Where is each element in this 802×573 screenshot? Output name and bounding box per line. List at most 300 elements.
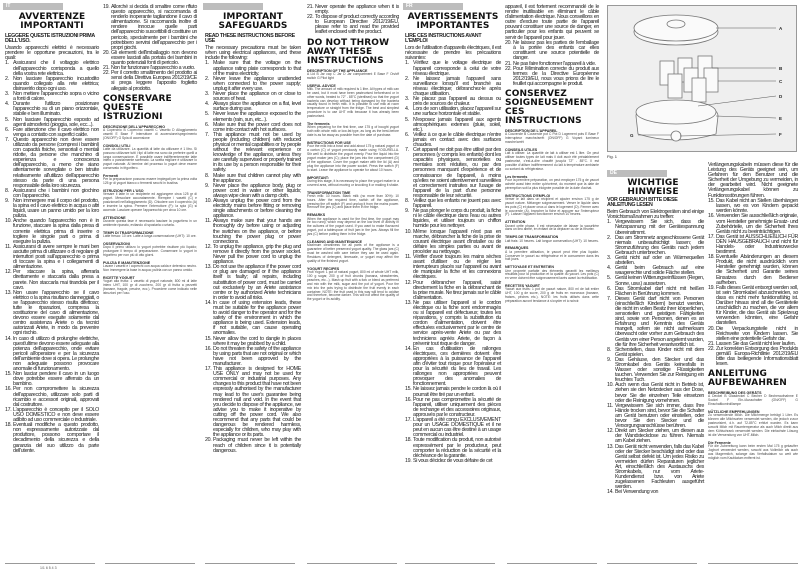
list-item <box>205 367 301 438</box>
item-number: 15. <box>405 386 412 393</box>
label-C: C <box>779 79 783 84</box>
item-number: 1. <box>205 60 209 67</box>
paragraph: Beim Gebrauch von Elektrogeräten sind einige Vorsichtsmaßnahmen zu treffen: <box>607 208 704 220</box>
item-number: 18. <box>405 437 412 444</box>
item-number: 12. <box>607 428 614 435</box>
small-text: Lait à utiliser. La quantité de lait à utiliser est 1 litre. On peut utiliser toutes types de lait mais il doit avoir été préalablement pasteurisé, c'est-à-dire chauffé jusqu'à 72° - 85°C. Il est possible d'utiliser indifféremment du lait à température ambiante ou sortant du réfrigérateur. <box>505 151 599 171</box>
item-text: Fare attenzione che il cavo elettrico non venga a contatto con superfici calde. <box>13 126 99 138</box>
item-number: 6. <box>5 126 9 133</box>
item-number: 13. <box>205 264 212 271</box>
small-text: A Deckel B Glasdeckel C Becher D Becheraufnahme E Sockel F Ein-/Ausschalter (ON/OFF) G Einschaltkontrolllampe <box>708 394 798 407</box>
item-text: Non lasciar pendere il cavo in un luogo dove potrebbe essere afferrato da un bambino. <box>13 371 99 388</box>
column-de-2 <box>708 163 798 461</box>
item-number: 10. <box>607 382 614 389</box>
list-item <box>405 255 501 280</box>
item-text: Cet appareil ne doit pas être utilisé par des personnes (y compris les enfants) dont les capacités physiques, sensorielles ou mentales sont réduites, ou par des personnes manquant d'expérience et de connaissance de l'appareil, à moins qu'elles ne soient attentivement surveillées et correctement instruites sur l'usage de l'appareil de la part d'une personne responsable de leur sécurité. <box>413 147 501 199</box>
small-text: Zu verwendende Milch. Die Milchmenge beträgt 1 Liter. Es können alle Milchsorten verwendet werden, die jedoch zuvor pasteurisiert, d.h. auf 72-85°C erhitzt wurden. Es kann sowohl Milch mit Raumtemperatur als auch Milch direkt aus dem Kühlschrank verwendet werden. Die einfachste Lösung ist die Verwendung von UHT-Milch. <box>708 413 798 437</box>
item-text: Ne placez pas l'appareil au dessus ou près de sources de chaleur. <box>413 96 501 108</box>
column-en-1 <box>205 12 301 454</box>
list-item <box>205 133 301 174</box>
item-text: Si vous décidez de vous défaire de cet <box>413 457 493 464</box>
small-heading: IMPORTANT: <box>307 175 329 180</box>
item-number: 22. <box>307 14 314 21</box>
language-tab-it: IT <box>3 3 63 10</box>
item-number: 13. <box>5 289 12 296</box>
small-heading: The ferments <box>307 122 330 127</box>
item-number: 1. <box>5 60 9 67</box>
item-text: Veillez à ce que le câble électrique n'entre jamais en contact avec des surfaces chaudes. <box>413 131 501 148</box>
list-item <box>405 118 501 133</box>
column-fr-2 <box>505 5 599 304</box>
footer-rule <box>405 563 495 564</box>
list-item <box>307 15 399 35</box>
section-heading: CONSERVEZ SOIGNEUSEMENT CES INSTRUCTIONS <box>505 89 594 126</box>
item-number: 21. <box>307 4 314 10</box>
item-number: 8. <box>5 187 9 194</box>
yogurt-maker-diagram <box>608 6 796 151</box>
item-text: Direkt am Stecker ziehen, um diesen aus der Wandsteckdose zu führen. Niemals am Kabel ziehen. <box>615 428 704 445</box>
small-text: Milk. The amount of milk required is 1 litre. All types of milk can be used, but it must have been pasteurised beforehand or in other words, heated to 72° - 85°C (sterilised) so that the yogurt bacteria can develop without being damaged by the bacteria usually found in fresh milk. It is possible to use milk at room temperature or straight from the fridge. The best and simplest procedure is to use UHT milk because it has already been pasteurised. <box>307 86 399 119</box>
item-text: Questo apparecchio non deve essere utilizzato da persone (compresi i bambini) con capacità fisiche, sensoriali o mentali ridotte, da persone che manchino di esperienza e conoscenza dell'apparecchio, a meno che siano attentamente sorvegliate o ben istruite relativamente all'utilizzo dell'apparecchio stesso da parte di una persona responsabile della loro sicurezza. <box>13 136 99 189</box>
item-number: 21. <box>708 340 715 347</box>
item-text: In caso di utilizzo di prolunghe elettriche, quest'ultime devono essere adeguate alla potenza dell'apparecchio, onde evitare pericoli all'operatore e per la sicurezza dell'ambiente dove si opera. Le prolunghe non adeguate possono provocare anomalie di funzionamento. <box>13 335 99 373</box>
list-item <box>5 423 99 454</box>
list-item <box>405 230 501 255</box>
item-number: 6. <box>607 285 611 292</box>
list-item <box>5 291 99 337</box>
item-number: 6. <box>405 131 409 138</box>
list-item <box>607 383 704 403</box>
small-heading: TEMPI DI TRASFORMAZIONE <box>103 230 154 235</box>
list-item <box>405 418 501 438</box>
small-text: A Lid B Jar cap C Jar D Jar compartment E Base F On/off switch G Pilot light <box>307 71 399 80</box>
item-number: 7. <box>405 147 409 154</box>
item-text: Lassen Sie das Gerät nicht leer laufen. <box>716 340 796 347</box>
item-text: This appliance must not be used by people (including children) with reduced physical or mental capabilities or by people without the relevant experience or knowledge of the appliance, unless they are carefully supervised or properly trained in its use by a person responsible for their safety. <box>213 131 301 174</box>
small-heading: CONSEILS UTILES <box>505 147 538 152</box>
item-text: Toute modification du produit, non autorisé expressément par le producteur, peut comporter la réduction de la sécurité et la déchéance de la garantie. <box>413 437 501 459</box>
list-item <box>5 102 99 117</box>
item-text: Make sure that the voltage on the appliance rating plate corresponds to that of the mains electricity. <box>213 60 301 77</box>
item-number: 4. <box>607 265 611 272</box>
item-number: 4. <box>205 101 209 108</box>
small-text: Durante questa fase è necessario lasciare la yogurtiera in un ambiente riparato, evitando di spostarla o urtarla. <box>103 219 197 228</box>
item-text: Lors de son utilisation, placez l'appareil sur une surface horizontale et stable. <box>413 106 501 118</box>
small-heading: CONSIGLI UTILI <box>103 143 131 148</box>
small-text: A Couvercle B Couvercle pot C Pot D Logement pots E Base F Interrupteur marche/arrêt (ON/OFF) G Voyant lumineux marche/arrêt <box>505 132 599 145</box>
item-number: 15. <box>5 371 12 378</box>
item-text: Pour débrancher l'appareil, saisir directement la fiche en la débranchant de la prise murale. Ne tirez jamais sur le câble d'alimentation. <box>413 279 501 301</box>
item-number: 5. <box>5 116 9 123</box>
column-fr-1 <box>405 12 501 464</box>
small-heading: RICETTE YOGURT <box>103 275 135 280</box>
list-item <box>607 490 704 495</box>
item-text: Das Gerät ist AUSSCHLIEßLICH FÜR DEN HAUSGEBRAUCH und nicht für Handels- oder Industriezwecke bestimmt. <box>716 233 798 256</box>
item-number: 8. <box>205 172 209 179</box>
item-text: Vérifier d'avoir toujours les mains sèches avant d'utiliser ou de régler les interrupteurs placés sur l'appareil ou avant de manipuler la fiche et les connexions électriques. <box>413 254 501 281</box>
item-number: 20. <box>103 49 110 56</box>
list-item <box>405 209 501 229</box>
small-heading: ATTENZIONE <box>103 215 126 220</box>
footer-rule <box>607 563 697 564</box>
item-number: 10. <box>5 218 12 225</box>
column-it-2 <box>103 5 197 296</box>
item-text: Vergewissern Sie sich immer, dass Ihre Hände trocken sind, bevor Sie die Schalter am Gerät benutzen oder einstellen, oder bevor Sie den Stecker und die Versorgungsanschlüsse berühren. <box>615 402 704 430</box>
label-G: G <box>630 133 634 138</box>
item-text: Never place the appliance body, plug or power cord in water or other liquids; always wipe clean with a damp cloth. <box>213 182 301 199</box>
item-number: 10. <box>205 198 212 204</box>
item-text: Das Kabel nicht an Stellen überhängen lassen, wo es von Kindern gepackt werden könnte. <box>716 198 798 215</box>
footer-rule <box>205 563 295 564</box>
small-text: Fresh milk: 10 hours. Blank milk (no more than 30%): 10 hours. After the required time, switch off the appliance, pressing the off switch (F) and unplug it from the mains power. Remove the jars (C) and place them in the fridge. <box>307 193 399 210</box>
subheading: LIRE CES INSTRUCTIONS AVANT L'EMPLOI <box>405 33 482 45</box>
item-number: 17. <box>405 417 412 424</box>
small-text: A Coperchio B Coperchio vasetti C Vasetto D Alloggiamento vasetti E Base F Interruttore di accensione/spegnimento (ON/OFF) G Spia di accensione <box>103 127 197 140</box>
list-item <box>405 133 501 148</box>
item-text: To dispose of product correctly according to European Directive 2012/19/EU, please refer to and read the provided leaflet enclosed with the product. <box>315 14 399 36</box>
item-text: Das Gehäuse, den Stecker und das Stromkabel des Geräts keinesfalls in Wasser oder sonstige Flüssigkeiten tauchen. Verwenden Sie zur Reinigung ein feuchtes Tuch. <box>615 356 704 384</box>
small-heading: TRANSFORMATION TIME <box>307 190 351 195</box>
item-text: Sicherstellen, dass Kinder nicht mit dem Gerät spielen. <box>615 346 704 358</box>
small-text: Pour the milk into a bowl and add about 175 g natural yogurt or a carton (C) of yogurt previously made using YOGURELLA. Stir well to distribute the yogurt evenly. Pour the liquid into the yogurt maker jars (C); place the jars into the compartment (D) of the appliance. Cover the yogurt maker with the lid (A) and plug the appliance into the power socket. Press the switch (F) to start. Leave the appliance to operate for about 10 hours. <box>307 144 400 172</box>
item-number: 19. <box>103 4 110 10</box>
item-text: Dieses Gerät darf nicht von Personen (einschließlich Kindern) benutzt werden, die nicht im vollen Besitz ihrer körperlichen, sensoriellen und geistigen Fähigkeiten sind, sowie von Personen, denen es an Erfahrung und Kenntnis des Geräts mangelt, sofern sie nicht aufmerksam überwacht oder vorher zum Gebrauch des Geräts von einer Person angelernt wurden, die für ihre Sicherheit verantwortlich ist. <box>615 295 704 348</box>
label-B: B <box>779 66 783 71</box>
item-number: 20. <box>708 325 715 332</box>
small-text: When the appliance is used for the first time, the yogurt may be too runny, which may depend on the low level of activity in the cultures of the yogurt used. If you want to make flavoured yogurt, put a tablespoon of fruit jam in the jars. Always fill the jars (C) before putting them in the fridge. <box>307 216 399 237</box>
item-text: Assicurarsi di avere sempre le mani ben asciutte prima di utilizzare o di regolare gli interruttori posti sull'apparecchio o prima di toccare la spina e i collegamenti di alimentazione. <box>13 243 99 271</box>
list-item <box>405 77 501 97</box>
item-number: 10. <box>405 228 412 235</box>
list-item <box>5 77 99 92</box>
item-text: Verwenden Sie ausschließlich originale, vom Hersteller genehmigte Ersatz- und Zubehörteile, um die Sicherheit Ihres Geräts nicht zu beeinträchtigen. <box>716 213 798 235</box>
subheading: VOR GEBRAUCH BITTE DIESE ANLEITUNG LESEN <box>607 197 678 209</box>
small-heading: Die Fermente <box>708 440 731 445</box>
item-number: 16. <box>405 396 412 403</box>
language-tab-fr: FR <box>403 3 463 10</box>
item-text: Zur korrekten Entsorgung des Produkts gemäß Europa-Richtlinie 2012/19/EU bitte das beiliegende Informationsblatt lesen. <box>716 345 798 368</box>
list-item <box>708 235 798 255</box>
list-item <box>607 297 704 348</box>
small-heading: USEFUL ADVICE <box>307 83 336 88</box>
language-tab-de: DE <box>607 170 667 177</box>
item-number: 12. <box>5 269 12 276</box>
item-number: 22. <box>505 65 512 72</box>
item-number: 11. <box>205 218 212 225</box>
list-item <box>5 387 99 407</box>
item-text: Never leave the appliance exposed to the elements (rain, sun, etc...). <box>213 111 301 123</box>
list-item <box>405 107 501 117</box>
item-text: Durante l'utilizzo posizionare l'apparecchio su di un piano orizzontale, stabile e ben illuminato. <box>13 101 99 118</box>
small-text: Latte fresco: 10 ore. Latte a lunga conservazione (UHT): 10 ore. <box>103 234 197 239</box>
list-item <box>205 61 301 76</box>
item-number: 3. <box>607 255 611 262</box>
small-heading: INSTRUCTIONS FOR USE <box>307 140 351 145</box>
list-item <box>607 404 704 429</box>
list-item <box>5 337 99 373</box>
item-number: 18. <box>5 422 12 429</box>
list-item <box>205 77 301 92</box>
item-number: 3. <box>405 96 409 103</box>
item-number: 21. <box>505 60 512 67</box>
item-text: Pour l'élimination correcte du produit aux termes de la Directive Européenne 2012/19/EU, nous vous prions de lire le feuillet qui accompagne le produit. <box>513 65 599 87</box>
item-text: Ne pas plonger le corps du produit, la fiche ni le câble électrique dans l'eau ou autres liquides, et utiliser toujours un chiffon humide pour les nettoyer. <box>413 208 501 230</box>
small-text: Latte da utilizzare. La quantità di latte da utilizzare è 1 litro. Si possono utilizzare tutti i tipi di latte ma sono da preferire quelli a lunga conservazione. È possibile usare indifferentemente latte intero o parzialmente scremato. La scelta migliore è utilizzare lo yogurt naturale. Al termine del processo lo yogurt deve essere conservato in frigorifero. <box>103 146 197 171</box>
list-item <box>103 51 197 66</box>
item-text: Auch wenn das Gerät nicht in Betrieb ist, ziehen sie den Netzstecker aus der Dose, bevor Sie die einzelnen Teile einsetzen oder die Reinigung vornehmen. <box>615 382 704 404</box>
item-number: 17. <box>205 366 212 373</box>
small-text: Dopo il primo utilizzo lo yogurt potrebbe risultare più liquido; prolungare il tempo di preparazione. Conservare lo yogurt in frigorifero per non più di otto giorni. <box>103 245 197 258</box>
small-heading: YOGURT RECIPES <box>307 266 340 271</box>
item-number: 11. <box>405 254 412 261</box>
paragraph: Verlängerungskabeln müssen diese für die Leistung des Geräts geeignet sein, um Gefahren für den Benutzer und die Sicherheit der Umgebung zu vermeiden, in der gearbeitet wird. Nicht geeignete Verlängerungskabel können zu Funktionsstörungen führen. <box>708 162 798 199</box>
list-item <box>708 214 798 234</box>
item-text: Do not threaten the safety of the appliance by using parts that are not original or which have not been approved by the manufacturer. <box>213 345 301 367</box>
list-item <box>103 5 197 51</box>
label-E: E <box>779 116 783 121</box>
item-number: 15. <box>708 198 715 205</box>
item-text: Assicurarsi che i bambini non giochino con l'apparecchio. <box>13 187 99 199</box>
item-number: 9. <box>5 198 9 204</box>
item-number: 19. <box>708 284 715 291</box>
item-text: Non usare l'apparecchio se il cavo elettrico o la spina risultano danneggiati, o se l'apparecchio stesso risulta difettoso; tutte le riparazioni, compresa la sostituzione del cavo di alimentazione, devono essere eseguite solamente dal centro assistenza Ariete o da tecnici autorizzati Ariete, in modo da prevenire ogni rischio. <box>13 289 99 337</box>
section-heading: AVERTISSEMENTS IMPORTANTES <box>407 12 499 31</box>
small-heading: ISTRUZIONI PER L'USO <box>103 189 144 194</box>
item-number: 14. <box>607 489 614 496</box>
list-item <box>205 347 301 367</box>
item-number: 9. <box>405 208 409 215</box>
label-A: A <box>779 26 783 31</box>
item-number: 7. <box>205 131 209 138</box>
item-text: Per non compromettere la sicurezza dell'apparecchio, utilizzare solo parti di ricambio e accessori originali, approvati dal costruttore. <box>13 386 99 408</box>
item-number: 3. <box>5 91 9 98</box>
item-text: Même lorsque l'appareil n'est pas en marche, débrancher la fiche de la prise de courant électrique avant d'installer ou de défaire les simples parties ou avant de procéder au nettoyage. <box>413 228 501 255</box>
item-text: To unplug the appliance, grip the plug and remove it directly from the power socket. Never pull the power cord to unplug the appliance. <box>213 243 301 266</box>
section-heading: ANLEITUNG AUFBEWAHREN <box>708 369 787 389</box>
item-text: Die Verpackungsteile nicht in Reichweite von Kindern lassen. Sie stellen eine potentielle Gefahr dar. <box>716 325 798 342</box>
footer-rule <box>105 563 195 564</box>
small-heading: REMARKS <box>307 213 326 218</box>
list-item <box>708 199 798 214</box>
item-number: 6. <box>205 121 209 128</box>
column-de-1 <box>607 198 704 495</box>
list-item <box>205 199 301 219</box>
item-text: N'exposez jamais l'appareil aux agents atmosphériques externes (pluie, soleil, etc.). <box>413 116 501 133</box>
item-text: Das Stromkabel darf nicht mit heißen Flächen in Berührung kommen. <box>615 285 704 297</box>
item-number: 2. <box>405 75 409 82</box>
item-number: 15. <box>205 335 212 342</box>
small-text: Maximum cleanliness for all parts of the appliance is a guarantee of better preserved yogurt quality. The glass jars (C) must be washed with care before they can be used again. Residues of detergent, limescale, or yogurt may affect the quality of the finished yogurt. <box>307 243 399 263</box>
item-text: Make sure that children cannot play with the appliance. <box>213 172 301 184</box>
item-number: 3. <box>205 91 209 98</box>
list-item <box>607 236 704 256</box>
small-heading: PULIZIA E MANUTENZIONE <box>103 260 151 265</box>
label-F: F <box>779 132 782 137</box>
list-item <box>405 398 501 418</box>
list-item <box>205 301 301 337</box>
list-item <box>607 358 704 383</box>
item-text: Non mettere l'apparecchio sopra o vicino a fonti di calore. <box>13 91 99 103</box>
item-number: 2. <box>205 75 209 82</box>
small-text: When preparing for the first time, use 175 g of bought yogurt both with whole milk or low-fat type, as long as the best-before date is as far away as possible from the date of purchase. <box>307 125 399 138</box>
item-text: Non lasciare l'apparecchio incustodito quando collegato alla rete elettrica; disinserirlo dopo ogni uso. <box>13 75 99 92</box>
item-number: 5. <box>205 111 209 118</box>
item-text: L'apparecchio è concepito per il SOLO USO DOMESTICO e non deve essere adibito ad uso commerciale o industriale. <box>13 406 99 424</box>
item-text: Non immergere mai il corpo del prodotto, la spina ed il cavo elettrico in acqua o altri liquidi, usare un panno umido per la loro pulizia. <box>13 198 99 220</box>
paragraph: Lors de l'utilisation d'appareils électriques, il est nécessaire de prendre les précautions suivantes: <box>405 44 501 61</box>
list-item <box>5 270 99 290</box>
section-heading: IMPORTANT SAFEGUARDS <box>218 12 288 31</box>
item-number: 8. <box>405 198 409 204</box>
item-text: Gli elementi dell'imballaggio non devono essere lasciati alla portata dei bambini in quanto potenziali fonti di pericolo. <box>111 49 197 67</box>
list-item <box>205 245 301 265</box>
list-item <box>405 61 501 76</box>
item-text: Ne laissez pas les parties de l'emballage à la portée des enfants car elles constituent une source potentielle de danger. <box>513 40 599 62</box>
item-number: 14. <box>405 345 412 352</box>
item-number: 16. <box>5 386 12 393</box>
list-item <box>405 459 501 464</box>
small-text: Für die Zubereitung kann beim ersten Mal 175 g gekaufter Joghurt verwendet werden, sowohl aus Vollmilch als auch aus Magermilch, solange das Verfallsdatum so weit wie möglich vom Kaufdatum entfernt ist. <box>708 444 798 460</box>
item-text: Eventuali modifiche a questo prodotto, non espressamente autorizzate dal produttore, possono comportare il decadimento della sicurezza e della garanzia del suo utilizzo da parte dell'utente. <box>13 422 99 454</box>
item-number: 9. <box>607 356 611 363</box>
small-heading: DESCRIPTION DE L'APPAREIL <box>505 129 558 133</box>
item-text: Eventuelle Abänderungen an diesem Produkt, die nicht ausdrücklich vom Hersteller genehmigt wurden, können die Sicherheit und Garantie seines Einsatzes durch den Bediener aufheben. <box>716 254 798 286</box>
item-number: 16. <box>708 213 715 220</box>
item-text: Never leave the appliance unattended when connected to the power supply; unplug it after every use. <box>213 75 301 92</box>
footer-rule <box>307 563 397 564</box>
section-heading: AVVERTENZE IMPORTANTI <box>18 12 86 31</box>
item-number: 17. <box>708 233 715 240</box>
appliance-figure <box>607 5 797 152</box>
language-tab-en <box>203 3 263 10</box>
small-text: Verser le lait dans un récipient et ajouter environ 175 g de yaourt nature. Mélanger soigneusement. Verser le liquide dans les pots (C) et placer ceux-ci dans le logement (D). Fermer avec le couvercle (A), brancher la fiche et appuyer sur l'interrupteur (F). Laisser l'appareil fonctionner environ 10 heures. <box>505 196 599 217</box>
item-number: 12. <box>405 279 412 286</box>
heading-wichtige-hinweise: WICHTIGE HINWEISE <box>627 178 679 197</box>
item-number: 1. <box>607 219 611 226</box>
list-item <box>5 138 99 189</box>
small-text: Yogurt alla frutta: 1 vasetto di yogurt naturale, 800 ml di latte intero UHT, 100 gr di zucchero, 200 gr di frutta a pezzetti (banane, fragole, pesche, ecc.). Procedere come indicato nelle istruzioni per l'uso. <box>103 279 197 295</box>
item-number: 18. <box>708 254 715 261</box>
small-heading: CLEANING AND MAINTENANCE <box>307 240 362 245</box>
item-text: Pour ne pas compromettre la sécurité de l'appareil, utiliser uniquement des pièces de rechange et des accessoires originaux, approuvés par le constructeur. <box>413 396 501 418</box>
list-item <box>5 61 99 76</box>
item-number: 1. <box>405 60 409 67</box>
item-number: 17. <box>5 406 12 413</box>
item-text: En cas d'utilisation de rallonges électriques, ces dernières doivent être appropriées à la puissance de l'appareil afin d'éviter tout risque pour l'opérateur et pour la sécurité du lieu de travail. Les rallonges non appropriées peuvent provoquer des anomalies de fonctionnement. <box>413 345 501 388</box>
section-heading: DO NOT THROW AWAY THESE INSTRUCTIONS <box>307 37 390 66</box>
item-text: Never operate the appliance when it is empty. <box>315 4 399 16</box>
list-item <box>708 347 798 367</box>
item-text: Ne pas faire fonctionner l'appareil à vide. <box>513 60 596 67</box>
small-heading: ATTENTION <box>505 220 526 225</box>
figure-caption: Fig. 1 <box>607 154 618 159</box>
small-heading: DESCRIPTION OF THE APPLIANCE <box>307 68 368 73</box>
footer-rule <box>507 563 597 564</box>
item-number: 8. <box>607 346 611 353</box>
list-item <box>405 301 501 347</box>
item-text: Anche quando l'apparecchio non è in funzione, staccare la spina dalla presa di corrente elettrica prima di inserire o togliere le singole parti o prima di eseguire la pulizia. <box>13 218 99 245</box>
list-item <box>405 281 501 301</box>
paragraph: Usando apparecchi elettrici è necessario prendere le opportune precauzioni, tra le quali: <box>5 44 99 61</box>
item-number: 22. <box>103 70 110 77</box>
item-number: 13. <box>607 443 614 450</box>
list-item <box>607 429 704 444</box>
item-number: 19. <box>405 457 412 464</box>
item-text: Per il corretto smaltimento del prodotto ai sensi della Direttiva Europea 2012/19/CE si prega leggere l'apposito foglietto allegato al prodotto. <box>111 70 197 92</box>
section-heading: CONSERVARE QUESTE ISTRUZIONI <box>103 93 172 122</box>
list-item <box>405 347 501 388</box>
small-heading: TEMPS DE TRANSFORMATION <box>505 235 559 240</box>
item-text: Allorché si decida di smaltire come rifiuto questo apparecchio, si raccomanda di renderlo inoperante tagliandone il cavo di alimentazione. Si raccomanda inoltre di rendere innocue quelle parti dell'apparecchio suscettibili di costituire un pericolo, specialmente per i bambini che potrebbero servirsi dell'apparecchio per i propri giochi. <box>111 4 197 51</box>
list-item <box>405 438 501 458</box>
item-text: L'appareil a été conçu EXCLUSIVEMENT pour un USAGE DOMESTIQUE et il ne peut en aucun cas être destiné à un usage commercial ou industriel. <box>413 417 501 439</box>
item-number: 20. <box>505 40 512 47</box>
item-number: 7. <box>5 136 9 143</box>
small-text: Fruit Yogurt: 1 pot of natural yogurt, 800 ml of whole UHT milk, 100 g sugar, 200 g of fruit chunks (banana, strawberries, peaches, etc...). Mash up fruit with a fork or blend as preferred and mix with the milk, sugar and the pot of yogurt. Pour the mix into the pots trying to distribute the fruit evenly in each container. NOTE: the fruit used in this way will tend to oxidise and therefore, become darker. This will not affect the quality of the yogurt or its acidity. <box>307 270 399 302</box>
list-item <box>205 438 301 453</box>
item-text: Falls dieses Gerät entsorgt werden soll, ist sein Stromkabel abzuschneiden, so dass es nicht mehr funktionsfähig ist. Darüber hinaus sind all die Geräteteile unschädlich zu machen, die vor allem für Kinder, die das Gerät als Spielzeug verwenden könnten, eine Gefahr darstellen. <box>716 284 798 327</box>
small-heading: Fermenti <box>103 174 119 179</box>
item-text: Ne laissez jamais pendre le cordon là où il pourrait être tiré par un enfant. <box>413 386 501 398</box>
item-text: Non far funzionare l'apparecchio a vuoto. <box>111 65 196 72</box>
item-text: Bei Verwendung von <box>615 489 659 496</box>
small-text: Lait frais: 10 heures. Lait longue conservation (UHT): 10 heures. <box>505 238 599 243</box>
paragraph: The necessary precautions must be taken when using electrical appliances, and these include the following: <box>205 44 301 61</box>
label-D: D <box>779 94 783 99</box>
item-number: 5. <box>405 116 409 123</box>
page-number: 1/1 6 5 4 3 <box>40 566 57 570</box>
item-text: Never allow the cord to dangle in places where it may be grabbed by a child. <box>213 335 301 347</box>
column-it-1 <box>5 12 99 454</box>
small-text: Une propreté parfaite des éléments garantit les meilleurs résultats pour la production et la qualité du yaourt. Les pots (C) en verre doivent être soigneusement lavés avant la réutilisation. <box>505 268 599 281</box>
item-text: Non lasciare l'apparecchio esposto ad agenti atmosferici (pioggia, sole, ecc...). <box>13 116 99 128</box>
footer-rule <box>5 563 95 564</box>
list-item <box>708 327 798 342</box>
item-text: Das Gerät nicht verwenden, falls das Kabel oder der Stecker beschädigt sind oder das Gerät selbst defekt ist. Um jedes Risiko zu vermeiden dürfen Reparaturen jeglicher Art, einschließlich des Austauschs des Stromkabels, nur vom Ariete- Kundendienst bzw. von Ariete zugelassenen Fachleuten ausgeführt werden. <box>615 443 704 491</box>
small-heading: BESCHREIBUNG DES GERÄTS <box>708 391 762 396</box>
column-en-2 <box>307 5 399 302</box>
item-number: 9. <box>205 182 209 189</box>
item-text: Gerät keinen Witterungseinflüssen (Regen, Sonne, usw.) aussetzen. <box>615 275 704 287</box>
item-number: 14. <box>205 299 212 306</box>
list-item <box>5 372 99 387</box>
item-text: In case of using extension leads, these must be suitable for the appliance power to avoid danger to the operator and for the safety of the environment in which the appliance is being used. Extension leads, if not suitable, can cause operating anomalies. <box>213 299 301 337</box>
footer-rule <box>708 563 798 564</box>
item-number: 2. <box>607 234 611 241</box>
item-text: Vérifiez que le voltage électrique de l'appareil corresponde à celui de votre réseau électrique. <box>413 60 501 77</box>
item-number: 16. <box>205 345 212 352</box>
small-text: Versare il latte in un recipiente ed aggiungere circa 125 gr di yogurt. Mescolare accuratamente. Riempire i vasetti (C) e posizionarli nell'alloggiamento (D). Chiudere con il coperchio (A) e inserire la spina. Premere l'interruttore (F): la spia (G) si accende. Lasciare operare l'apparecchio per circa 10 ore. <box>103 192 197 212</box>
item-text: Gerät beim Gebrauch auf eine waagerechte und solide Fläche stellen. <box>615 265 704 277</box>
list-item <box>5 245 99 270</box>
list-item <box>505 41 599 61</box>
item-number: 22. <box>708 345 715 352</box>
item-number: 21. <box>103 65 110 72</box>
small-heading: INSTRUCTIONS D'EMPLOI <box>505 193 551 198</box>
small-text: Pour la première préparation, on peut employer 175 g de yaourt acheté aussi bien entier qu'écrémé, du moment que la date de péremption soit la plus éloignée possible de la date d'achat. <box>505 177 599 190</box>
list-item <box>505 67 599 87</box>
item-number: 11. <box>607 402 614 409</box>
item-text: This appliance is designed for HOME USE ONLY and may not be used for commercial or industrial purposes. Any changes to this product that have not been expressly authorised by the manufacturer may lead to the user's guarantee being rendered null and void. In the event that you decide to dispose of the appliance, we advise you to make it inoperative by cutting off the power cord. We also recommend that any parts that could be dangerous be rendered harmless, especially for children, who may play with the appliance or its parts. <box>213 366 301 439</box>
list-item <box>205 184 301 199</box>
item-text: Always make sure that your hands are thoroughly dry before using or adjusting the switches on the appliance, or before touching the power plug or power connections. <box>213 218 301 245</box>
subheading: LEGGERE QUESTE ISTRUZIONI PRIMA DELL'USO. <box>5 33 95 45</box>
item-text: Make sure that the power cord does not come into contact with hot surfaces. <box>213 121 301 133</box>
item-number: 4. <box>405 106 409 113</box>
item-text: Assicurarsi che il voltaggio elettrico dell'apparecchio corrisponda a quello della vostra rete elettrica. <box>13 60 99 77</box>
small-heading: OSSERVAZIONI <box>103 242 130 247</box>
item-text: Ne laissez jamais l'appareil sans surveillance lorsqu'il est branché au réseau électrique; débranchez-le après chaque utilisation. <box>413 75 501 98</box>
